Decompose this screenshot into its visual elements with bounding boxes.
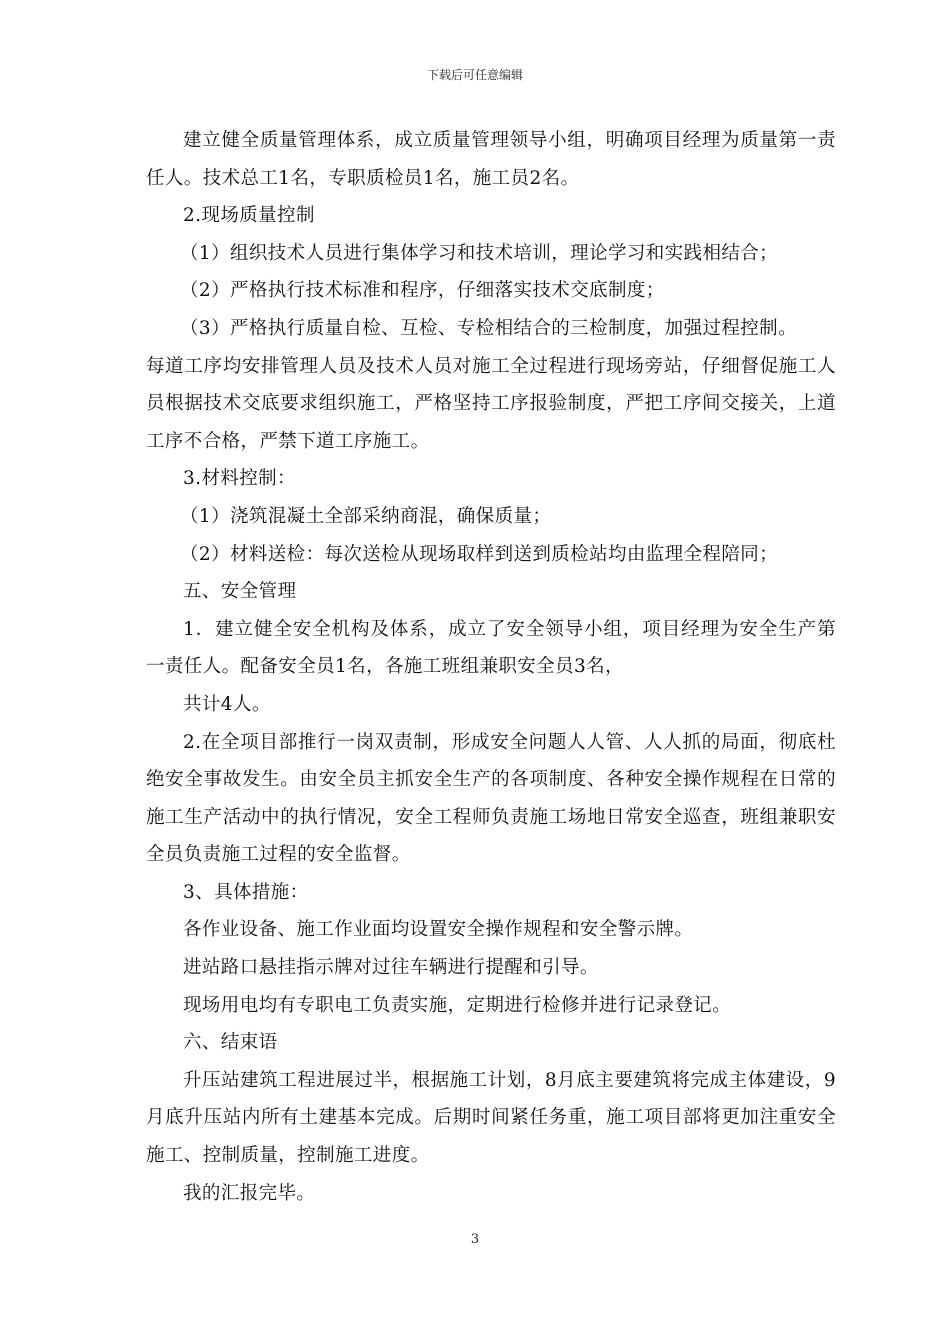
heading-specific-measures: 3、具体措施： [183, 881, 309, 903]
document-body [146, 122, 836, 1212]
paragraph-electricity: 现场用电均有专职电工负责实施，定期进行检修并进行记录登记。 [183, 994, 732, 1016]
paragraph-process-supervision: 每道工序均安排管理人员及技术人员对施工全过程进行现场旁站，仔细督促施工人员根据技术交底要求组织施工，严格坚持工序报验制度，严把工序间交接关，上道工序不合格，严禁下道工序施工。 [146, 355, 836, 452]
list-item-three-inspections: （3）严格执行质量自检、互检、专检相结合的三检制度，加强过程控制。 [180, 317, 797, 339]
paragraph-road-signs: 进站路口悬挂指示牌对过往车辆进行提醒和引导。 [183, 957, 599, 979]
section-heading-conclusion: 六、结束语 [183, 1032, 278, 1054]
paragraph-safety-total: 共计4人。 [183, 693, 271, 715]
paragraph-progress: 升压站建筑工程进展过半，根据施工计划，8月底主要建筑将完成主体建设，9月底升压站内所有土建基本完成。后期时间紧任务重，施工项目部将更加注重安全施工、控制质量，控制施工进度。 [146, 1069, 836, 1167]
page-number: 3 [470, 1232, 480, 1247]
list-item-standards: （2）严格执行技术标准和程序，仔细落实技术交底制度； [180, 280, 665, 302]
page-header-note: 下载后可任意编辑 [426, 68, 523, 82]
paragraph-warning-signs: 各作业设备、施工作业面均设置安全操作规程和安全警示牌。 [183, 919, 694, 941]
paragraph-quality-system: 建立健全质量管理体系，成立质量管理领导小组，明确项目经理为质量第一责任人。技术总工1名，专职质检员1名，施工员2名。 [146, 130, 836, 189]
list-item-material-testing: （2）材料送检：每次送检从现场取样到送到质检站均由监理全程陪同； [180, 543, 779, 565]
list-item-concrete: （1）浇筑混凝土全部采纳商混，确保质量； [180, 505, 552, 527]
section-heading-safety: 五、安全管理 [183, 581, 297, 603]
heading-site-quality-control: 2.现场质量控制 [183, 205, 315, 227]
heading-material-control: 3.材料控制： [183, 468, 296, 490]
paragraph-safety-organization: 1．建立健全安全机构及体系，成立了安全领导小组，项目经理为安全生产第一责任人。配备安全员1名，各施工班组兼职安全员3名， [146, 618, 836, 678]
list-item-training: （1）组织技术人员进行集体学习和技术培训，理论学习和实践相结合； [180, 242, 779, 264]
paragraph-closing: 我的汇报完毕。 [183, 1182, 316, 1204]
paragraph-dual-responsibility: 2.在全项目部推行一岗双责制，形成安全问题人人管、人人抓的局面，彻底杜绝安全事故发生。由安全员主抓安全生产的各项制度、各种安全操作规程在日常的施工生产活动中的执行情况，安全工程师负责施工场地日常安全巡查，班组兼职安全员负责施工过程的安全监督。 [146, 731, 836, 866]
